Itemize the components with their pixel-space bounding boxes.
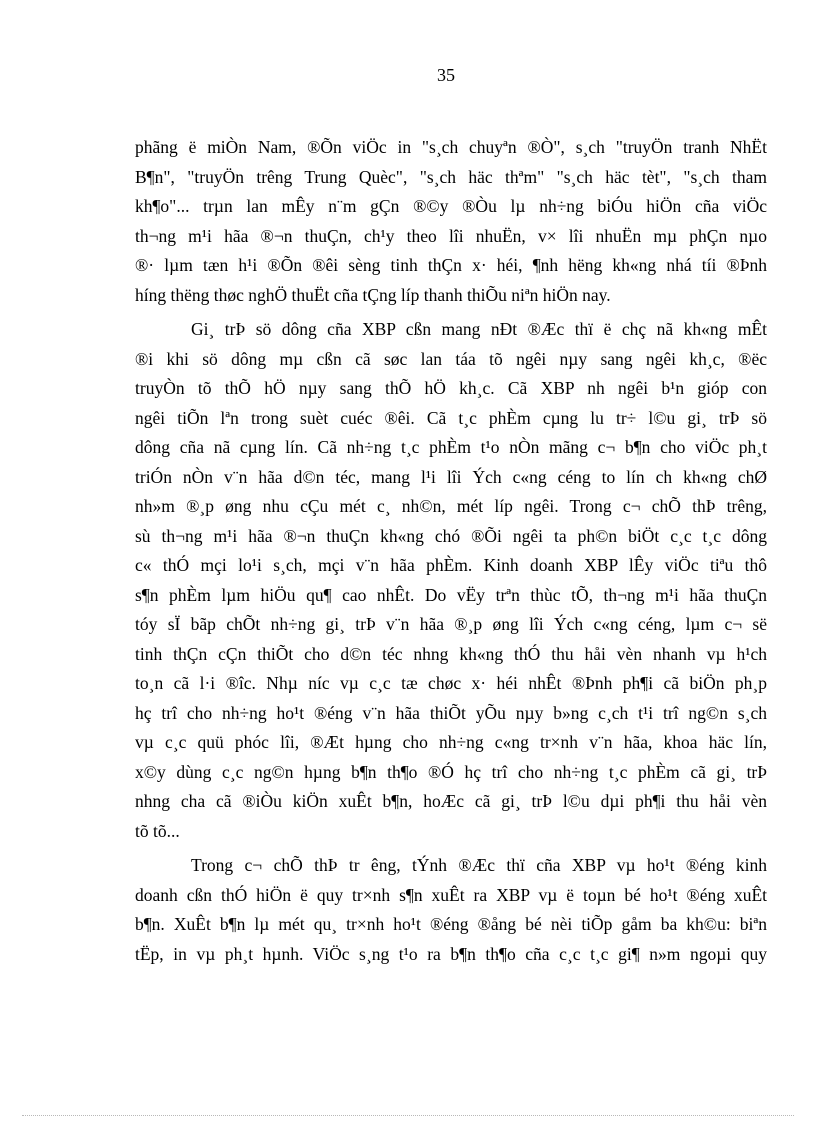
paragraph-3 <box>135 851 767 969</box>
text-line: doanh cßn thÓ hiÖn ë quy tr×nh s¶n xuÊt ra XBP vµ ë toµn bé ho¹t ®éng xuÊt <box>135 884 767 905</box>
text-line: sù th¬ng m¹i hãa ®¬n thuÇn kh«ng chó ®Õi ngêi ta ph©n biÖt c¸c t¸c dông <box>135 525 767 546</box>
text-line: b¶n. XuÊt b¶n lµ mét qu¸ tr×nh ho¹t ®éng ®ång bé nèi tiÕp gåm ba kh©u: biªn <box>135 914 767 934</box>
text-line: ngêi tiÕn lªn trong suèt cuéc ®êi. Cã t¸c phÈm cµng lu tr÷ l©u gi¸ trÞ sö <box>135 407 767 428</box>
text-line: dông cña nã cµng lín. Cã nh÷ng t¸c phÈm t¹o nÒn mãng c¬ b¶n cho viÖc ph¸t <box>135 437 767 457</box>
text-line: Gi¸ trÞ sö dông cña XBP cßn mang nÐt ®Æc thï ë chç nã kh«ng mÊt <box>191 319 767 339</box>
text-line: B¶n", "truyÖn trêng Trung Quèc", "s¸ch häc thªm" "s¸ch häc tèt", "s¸ch tham <box>135 166 767 187</box>
text-line: tËp, in vµ ph¸t hµnh. ViÖc s¸ng t¹o ra b¶n th¶o cña c¸c t¸c gi¶ n»m ngoµi quy <box>135 943 767 964</box>
text-line: hç trî cho nh÷ng ho¹t ®éng v¨n hãa thiÕt yÕu nµy b»ng c¸ch t¹i trî ng©n s¸ch <box>135 702 767 723</box>
text-line: nh»m ®¸p øng nhu cÇu mét c¸ nh©n, mét líp ngêi. Trong c¬ chÕ thÞ trêng, <box>135 496 767 516</box>
text-line: phãng ë miÒn Nam, ®Õn viÖc in "s¸ch chuyªn ®Ò", s¸ch "truyÖn tranh NhËt <box>135 137 767 157</box>
text-line: x©y dùng c¸c ng©n hµng b¶n th¶o ®Ó hç trî cho nh÷ng t¸c phÈm cã gi¸ trÞ <box>135 761 767 782</box>
text-line: Trong c¬ chÕ thÞ tr êng, tÝnh ®Æc thï cña XBP vµ ho¹t ®éng kinh <box>191 855 767 875</box>
text-line: s¶n phÈm lµm hiÖu qu¶ cao nhÊt. Do vËy trªn thùc tÕ, th¬ng m¹i hãa thuÇn <box>135 584 767 605</box>
body-text <box>135 133 767 969</box>
text-line: nhng cha cã ®iÒu kiÖn xuÊt b¶n, hoÆc cã gi¸ trÞ l©u dµi ph¶i thu håi vèn <box>135 791 767 811</box>
text-line: truyÒn tõ thÕ hÖ nµy sang thÕ hÖ kh¸c. Cã XBP nh ngêi b¹n gióp con <box>135 378 767 398</box>
text-line: híng thëng thøc nghÖ thuËt cña tÇng líp thanh thiÕu niªn hiÖn nay. <box>135 284 611 305</box>
page-bottom-divider <box>22 1115 794 1116</box>
text-line: th¬ng m¹i hãa ®¬n thuÇn, ch¹y theo lîi nhuËn, v× lîi nhuËn mµ phÇn nµo <box>135 225 767 246</box>
text-line: tóy sÏ bãp chÕt nh÷ng gi¸ trÞ v¨n hãa ®¸p øng lîi Ých c«ng céng, lµm c¬ së <box>135 614 767 634</box>
text-line: ®· lµm tæn h¹i ®Õn ®êi sèng tinh thÇn x· héi, ¶nh hëng kh«ng nhá tíi ®Þnh <box>135 255 767 275</box>
text-line: to¸n cã l·i ®îc. Nhµ níc vµ c¸c tæ chøc x· héi nhÊt ®Þnh ph¶i cã biÖn ph¸p <box>135 673 767 693</box>
text-line: c« thÓ mçi lo¹i s¸ch, mçi v¨n hãa phÈm. Kinh doanh XBP lÊy viÖc tiªu thô <box>135 555 767 575</box>
text-line: tinh thÇn cÇn thiÕt cho d©n téc nhng kh«ng thÓ thu håi vèn nhanh vµ h¹ch <box>135 643 767 664</box>
text-line: kh¶o"... trµn lan mÊy n¨m gÇn ®©y ®Òu lµ nh÷ng biÓu hiÖn cña viÖc <box>135 196 767 216</box>
text-line: tõ tõ... <box>135 820 180 841</box>
text-line: triÓn nÒn v¨n hãa d©n téc, mang l¹i lîi Ých c«ng céng to lín ch kh«ng chØ <box>135 466 767 487</box>
text-line: ®i khi sö dông mµ cßn cã søc lan táa tõ ngêi nµy sang ngêi kh¸c, ®ëc <box>135 348 767 369</box>
paragraph-2 <box>135 315 767 846</box>
paragraph-1 <box>135 133 767 310</box>
page-number: 35 <box>437 65 455 85</box>
text-line: vµ c¸c quü phóc lîi, ®Æt hµng cho nh÷ng c«ng tr×nh v¨n hãa, khoa häc lín, <box>135 732 767 752</box>
